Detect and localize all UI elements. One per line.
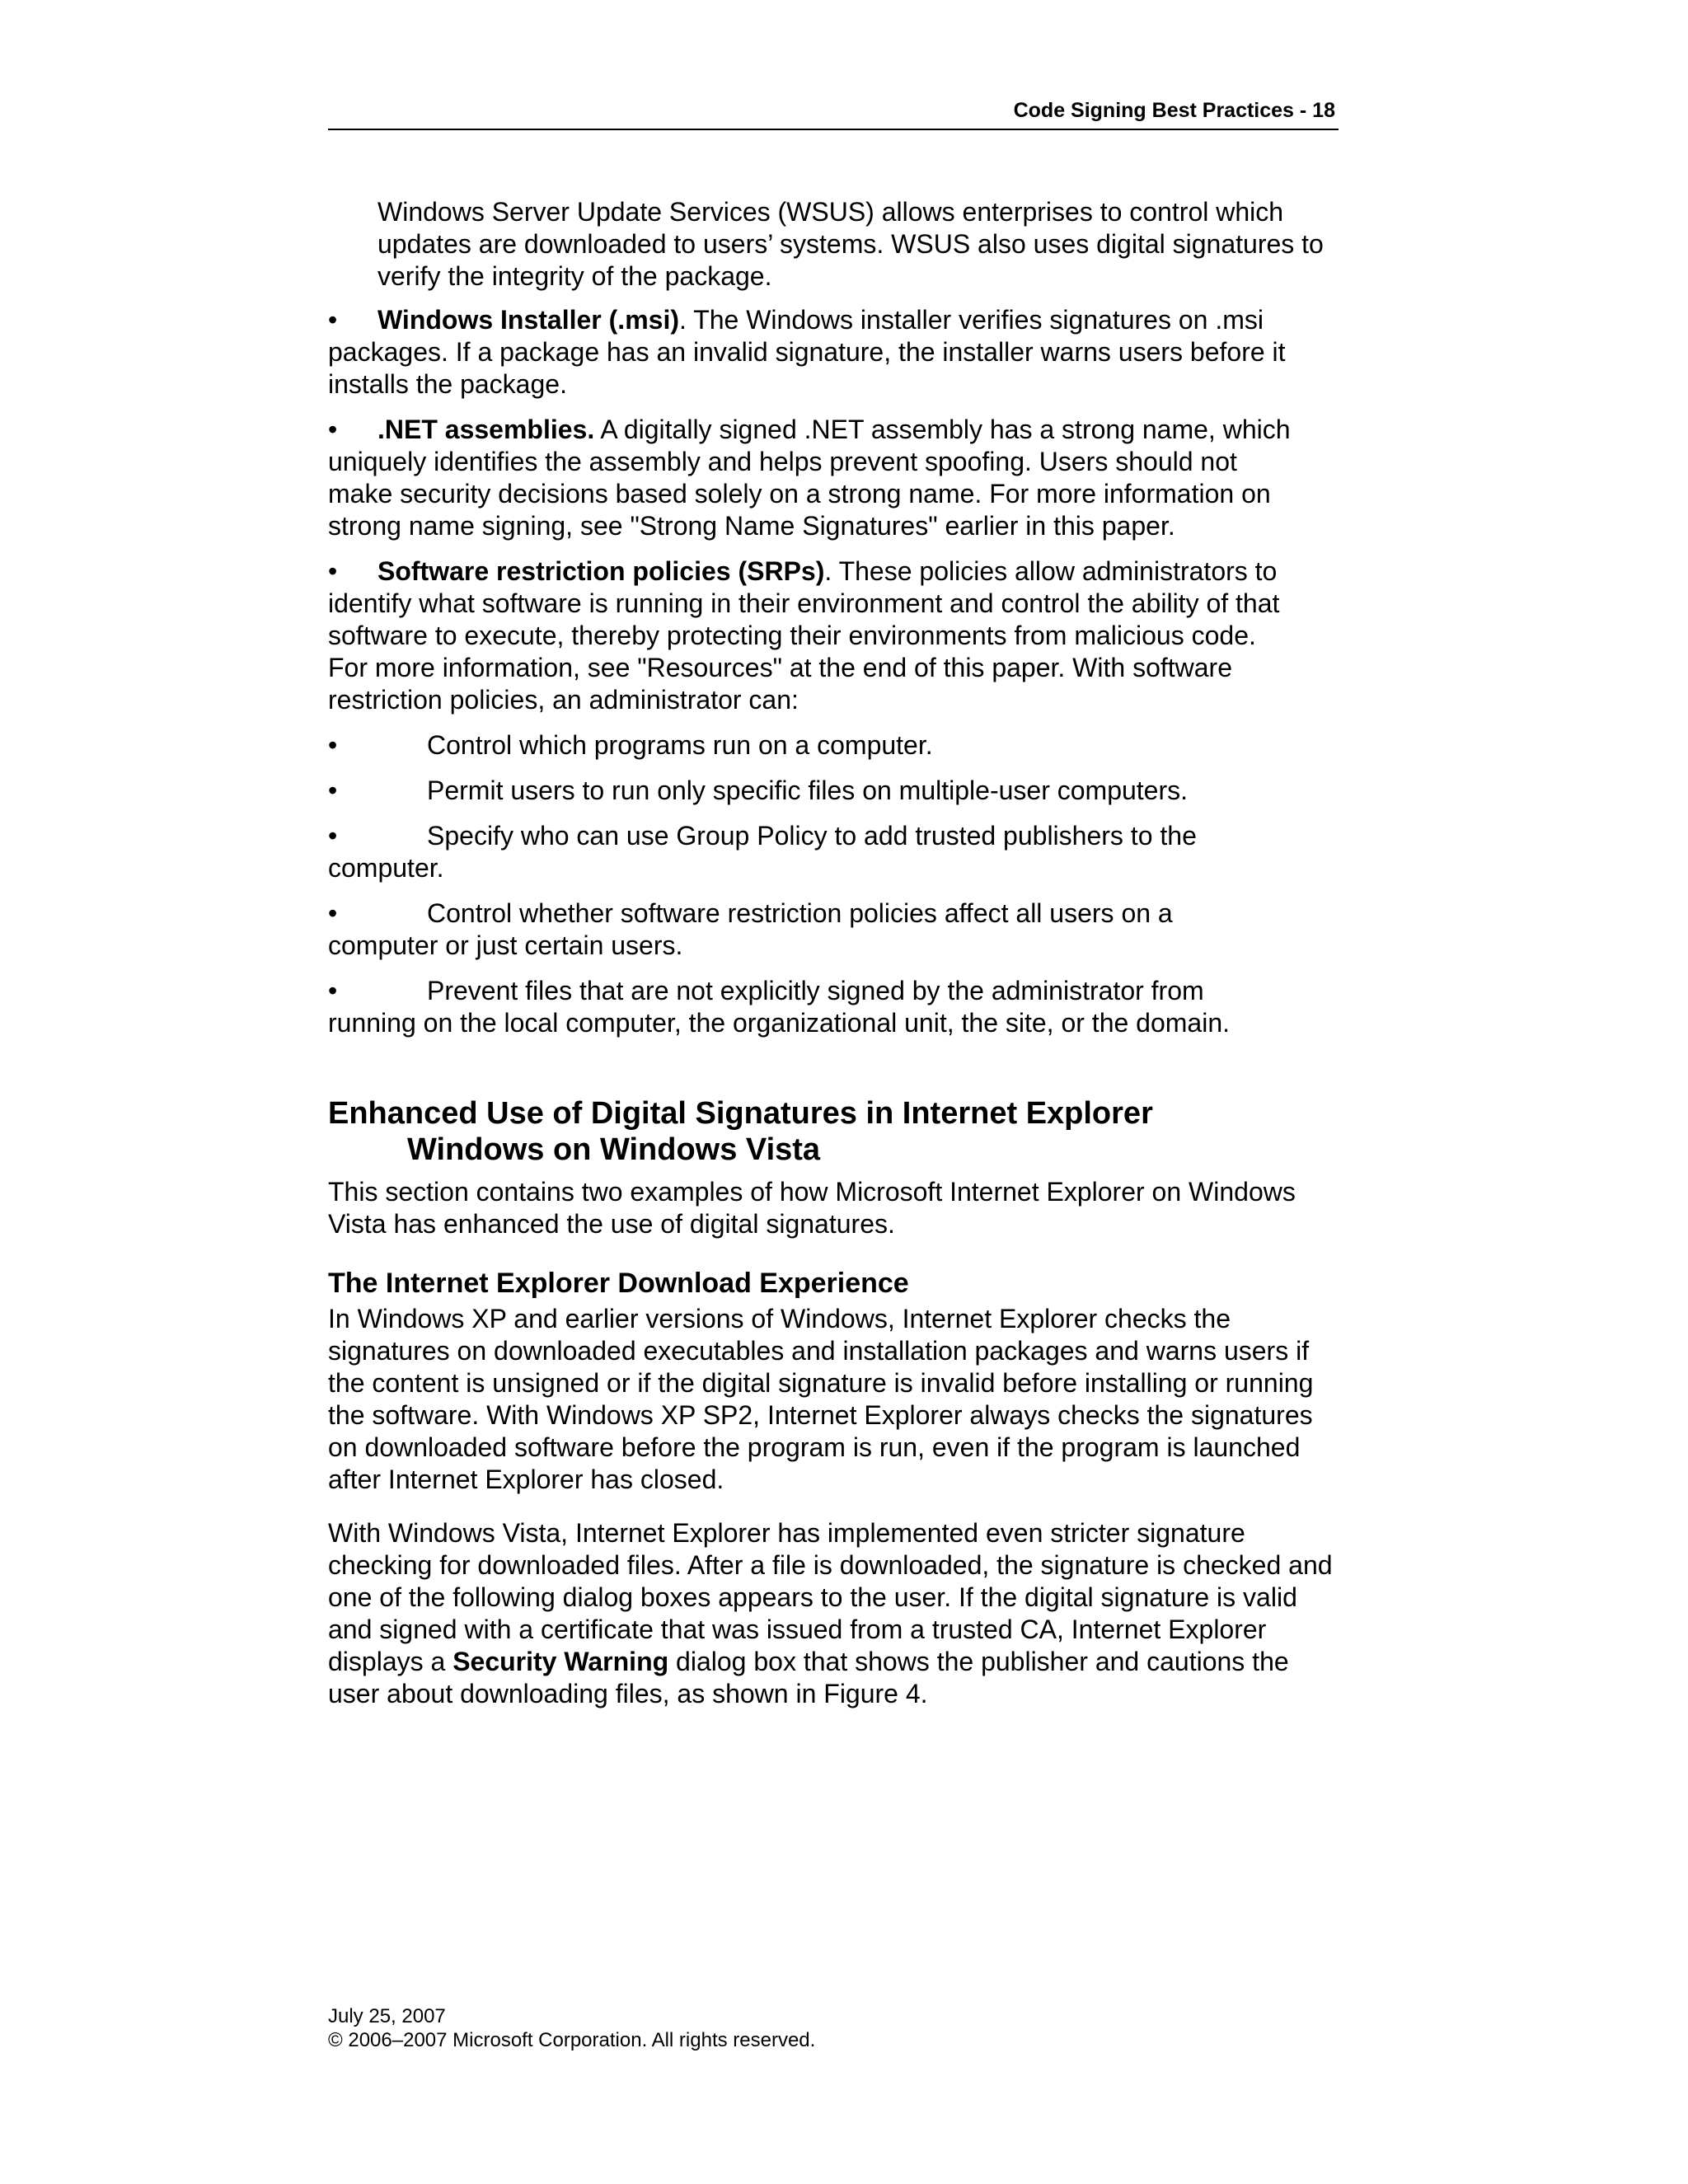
subsection-heading: The Internet Explorer Download Experience — [328, 1268, 909, 1299]
subsection-paragraph-2 — [328, 1517, 1338, 1710]
sub-bullet-text: Permit users to run only specific files on multiple-user computers. — [427, 776, 1189, 805]
bullet-net-assemblies — [328, 414, 1296, 542]
bullet-text: A digitally signed .NET assembly has a strong name, which uniquely identifies the assembly and helps prevent spoofing. Users should not make security decisions based solely on a strong name. For more information on strong name signing, see "Strong Name Signatures" earlier in this paper. — [328, 415, 1291, 541]
section-heading-line1: Enhanced Use of Digital Signatures in Internet Explorer — [328, 1096, 1153, 1131]
sub-bullet-text: Specify who can use Group Policy to add trusted publishers to the computer. — [328, 821, 1197, 883]
running-header — [328, 99, 1339, 130]
sub-bullet — [328, 975, 1247, 1039]
para2-bold-term: Security Warning — [452, 1647, 669, 1676]
footer-date: July 25, 2007 — [328, 2005, 446, 2027]
sub-bullet — [328, 775, 1247, 807]
bullet-dot: • — [328, 415, 338, 444]
bullet-term: Software restriction policies (SRPs) — [377, 556, 825, 586]
bullet-term: .NET assemblies. — [377, 415, 595, 444]
page-body — [328, 196, 1350, 1732]
running-title: Code Signing Best Practices - 18 — [1013, 99, 1335, 122]
bullet-dot: • — [328, 776, 338, 805]
bullet-dot: • — [328, 821, 338, 851]
bullet-text: . The Windows installer verifies signatures on .msi packages. If a package has an invalid signature, the installer warns users before it installs the package. — [328, 305, 1286, 399]
bullet-text: . These policies allow administrators to identify what software is running in their environment and control the ability of that software to execute, thereby protecting their environments from malicious code. For more information, see "Resources" at the end of this paper. With software restriction policies, an administrator can: — [328, 556, 1280, 715]
bullet-dot: • — [328, 898, 338, 928]
intro-paragraph: Windows Server Update Services (WSUS) allows enterprises to control which updates are downloaded to users’ systems. WSUS also uses digital signatures to verify the integrity of the package. — [377, 197, 1324, 291]
para2-text-after: dialog box that shows the publisher and cautions the user about downloading files, as shown in Figure 4. — [328, 1647, 1289, 1708]
subsection-paragraph-1: In Windows XP and earlier versions of Windows, Internet Explorer checks the signatures on downloaded executables and installation packages and warns users if the content is unsigned or if the digital signature is invalid before installing or running the software. With Windows XP SP2, Internet Explorer always checks the signatures on downloaded software before the program is run, even if the program is launched after Internet Explorer has closed. — [328, 1304, 1314, 1494]
bullet-dot: • — [328, 305, 338, 335]
bullet-dot: • — [328, 556, 338, 586]
sub-bullet — [328, 898, 1247, 962]
bullet-dot: • — [328, 730, 338, 760]
bullet-windows-installer — [328, 304, 1296, 401]
para2-text-before: With Windows Vista, Internet Explorer has implemented even stricter signature checking for downloaded files. After a file is downloaded, the signature is checked and one of the following dialog boxes appears to the user. If the digital signature is valid and signed with a certificate that was issued from a trusted CA, Internet Explorer displays a — [328, 1518, 1333, 1676]
sub-bullet — [328, 729, 1247, 762]
sub-bullet-text: Control whether software restriction policies affect all users on a computer or just certain users. — [328, 898, 1173, 960]
sub-bullet-text: Control which programs run on a computer. — [427, 730, 933, 760]
bullet-term: Windows Installer (.msi) — [377, 305, 679, 335]
sub-bullet — [328, 820, 1247, 884]
section-intro: This section contains two examples of how Microsoft Internet Explorer on Windows Vista has enhanced the use of digital signatures. — [328, 1177, 1296, 1239]
sub-bullet-text: Prevent files that are not explicitly signed by the administrator from running on the local computer, the organizational unit, the site, or the domain. — [328, 976, 1231, 1038]
page-footer — [328, 2004, 815, 2052]
footer-copyright: © 2006–2007 Microsoft Corporation. All rights reserved. — [328, 2029, 816, 2051]
section-heading-line2: Windows on Windows Vista — [407, 1132, 821, 1167]
section-heading — [328, 1095, 1276, 1168]
bullet-srp — [328, 555, 1296, 716]
bullet-dot: • — [328, 976, 338, 1005]
